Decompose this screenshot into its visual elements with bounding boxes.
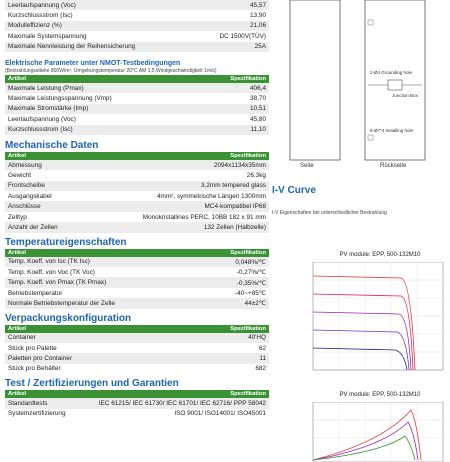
row-value: 11 (170, 353, 269, 363)
row-label: Leerlaufspannung (Voc) (5, 0, 194, 10)
header-cell: Artikel (5, 75, 196, 83)
row-value: 3,2mm tempered glass (85, 181, 269, 191)
iv-chart-2 (303, 402, 448, 462)
row-label: Maximale Nennleistung der Reihensicherung (5, 42, 194, 52)
table-row (5, 343, 269, 353)
row-label: Maximale Leistungsspannung (Vmp) (8, 95, 112, 103)
row-label: Maximale Stromstärke (Imp) (5, 104, 196, 114)
row-label: Ausgangskabel (8, 192, 52, 200)
row-label: Stück pro Behälter (8, 365, 61, 373)
back-label: Rückseite (380, 163, 407, 169)
row-value: 13,90 (250, 12, 266, 20)
table-row (5, 114, 269, 124)
row-value: 0,048%/℃ (198, 257, 269, 267)
cert-table (5, 390, 269, 419)
table-header (5, 152, 269, 160)
row-value: 406,4 (196, 83, 269, 93)
row-value: 682 (255, 365, 266, 373)
junction-box-label: Junction Box (392, 93, 418, 98)
pack-table (5, 325, 269, 375)
row-value: Monokristallines PERC, 10BB 182 x 91 mm (142, 213, 266, 221)
table-row (5, 267, 269, 277)
table-row (5, 298, 269, 308)
temp-table (5, 249, 269, 309)
row-label: Leerlaufspannung (Voc) (8, 115, 76, 123)
row-value: 11,10 (196, 125, 269, 135)
row-label: Temp. Koeff. von Isc (TK Isc) (5, 257, 198, 267)
front-label: Seite (300, 163, 314, 169)
table-row (5, 42, 269, 52)
row-label: Kurzschlussstrom (Isc) (5, 125, 196, 135)
header-cell: Artikel (5, 249, 198, 257)
table-row (5, 21, 269, 31)
row-value: 45,57 (194, 0, 269, 10)
iv-title: I-V Curve (272, 185, 316, 196)
header-cell: Spezifikation (198, 249, 269, 257)
table-header (5, 325, 269, 333)
noct-note: (Bestrahlungsstärke 800W/m², Umgebungstemperatur 20°C AM 1,5,Windgeschwindigkeit 1m/s) (5, 67, 217, 74)
table-row (5, 104, 269, 114)
row-value: 2094x1134x35mm (85, 160, 269, 170)
table-row (5, 201, 269, 211)
mech-table (5, 152, 269, 233)
row-label: Kurzschlussstrom (Isc) (8, 12, 73, 20)
row-label: Systemzertifizierung (8, 410, 66, 418)
row-value: 10,51 (196, 104, 269, 114)
row-value: -40~+85℃ (235, 290, 266, 297)
header-cell: Artikel (5, 390, 76, 398)
header-cell: Spezifikation (85, 152, 269, 160)
row-label: Anschlüsse (5, 201, 85, 211)
table-row (5, 353, 269, 363)
row-label: Betriebstemperatur (8, 289, 63, 297)
row-label: Maximale Leistung (Pmax) (5, 83, 196, 93)
table-row (5, 212, 269, 222)
table-row (5, 93, 269, 103)
table-row (5, 10, 269, 20)
table-row (5, 31, 269, 41)
row-value: 4mm², symmetrische Längen 1300mm (156, 192, 266, 200)
row-label: Abmessung (5, 160, 85, 170)
temp-title: Temperatureigenschaften (5, 236, 127, 248)
row-value: -0,27%/℃ (236, 269, 266, 277)
pack-title: Verpackungskonfiguration (5, 312, 132, 324)
table-header (5, 390, 269, 398)
spec-column (5, 0, 269, 419)
row-label: Zelltyp (8, 213, 27, 221)
row-value: 21,06 (194, 21, 269, 31)
row-value: 132 Zellen (Halbzelle) (85, 222, 269, 232)
top-rows-table (5, 0, 269, 52)
cert-title: Test / Zertifizierungen und Garantien (5, 378, 179, 390)
row-label: Temp. Koeff. von Pmax (TK Pmax) (5, 277, 198, 287)
figure-column (270, 0, 450, 450)
row-label: Normale Betriebstemperatur der Zelle (5, 298, 198, 308)
row-value: ISO 9001/ ISO14001/ ISO45001 (174, 410, 266, 418)
iv-chart-1 (303, 262, 448, 382)
table-row (5, 398, 269, 408)
installing-hole-label: 8-Ø7*4 Installing hole (370, 128, 414, 133)
module-front-outline (290, 0, 340, 160)
table-row (5, 181, 269, 191)
table-row (5, 170, 269, 180)
row-label: Temp. Koeff. von Voc (TK Voc) (8, 268, 95, 276)
table-row (5, 288, 269, 298)
row-value: 62 (258, 344, 266, 352)
junction-box-shape (388, 80, 402, 90)
header-cell: Spezifikation (170, 325, 269, 333)
header-cell: Spezifikation (76, 390, 269, 398)
noct-table (5, 75, 269, 135)
table-row (5, 83, 269, 93)
row-label: Modulleffizienz (%) (5, 21, 194, 31)
table-row (5, 364, 269, 374)
row-value: 40'HQ (170, 333, 269, 343)
row-label: Paletten pro Container (5, 353, 170, 363)
table-header (5, 249, 269, 257)
row-value: -0,35%/℃ (198, 277, 269, 287)
row-value: DC 1500V(TÜV) (219, 32, 266, 40)
table-row (5, 222, 269, 232)
iv-chart1-title: PV module: EPP, 500-132M10 (339, 252, 421, 258)
row-label: Anzahl der Zellen (5, 222, 85, 232)
table-row (5, 257, 269, 267)
noct-title: Elektrische Parameter unter NMOT-Testbedingungen (5, 59, 181, 67)
row-label: Stück pro Palette (8, 344, 57, 352)
row-label: Container (5, 333, 170, 343)
row-label: Frontscheibe (5, 181, 85, 191)
table-row (5, 277, 269, 287)
table-row (5, 0, 269, 10)
header-cell: Artikel (5, 152, 85, 160)
header-cell: Spezifikation (196, 75, 269, 83)
table-row (5, 409, 269, 419)
module-drawing (270, 0, 450, 175)
row-value: 44±2℃ (198, 298, 269, 308)
header-cell: Artikel (5, 325, 170, 333)
row-label: Standardtests (5, 398, 76, 408)
table-header (5, 75, 269, 83)
row-value: 26,3kg (246, 171, 266, 179)
row-value: 38,70 (250, 95, 266, 103)
row-value: 25A (194, 42, 269, 52)
iv-subtitle: I-V Eigenschaften bei unterschiedlicher Bestrahlung (272, 210, 387, 216)
row-label: Gewicht (8, 171, 32, 179)
row-value: MC4-kompatibel IP68 (85, 201, 269, 211)
table-row (5, 333, 269, 343)
row-value: IEC 61215/ IEC 61730/ IEC 61701/ IEC 62716/ PPP 58042 (76, 398, 269, 408)
table-row (5, 125, 269, 135)
iv-chart2-title: PV module: EPP, 500-132M10 (339, 392, 421, 398)
grounding-hole-label: 2-Ø4 Grounding hole (370, 70, 413, 75)
row-label: Maximale Systemspannung (8, 32, 87, 40)
table-row (5, 191, 269, 201)
table-row (5, 160, 269, 170)
mech-title: Mechanische Daten (5, 139, 99, 151)
row-value: 45,80 (250, 115, 266, 123)
